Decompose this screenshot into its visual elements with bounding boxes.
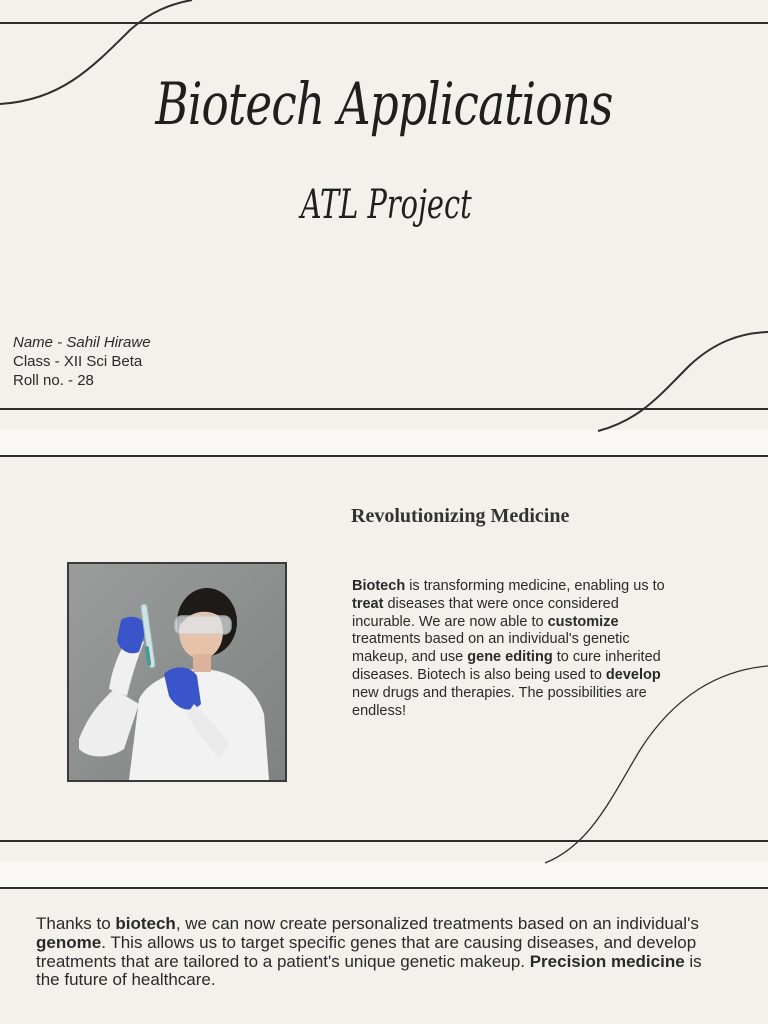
- emphasis-text: Biotech: [352, 578, 406, 594]
- section-heading: Revolutionizing Medicine: [351, 505, 570, 527]
- emphasis-text: gene editing: [467, 649, 553, 666]
- page-subtitle: ATL Project: [300, 182, 472, 228]
- student-class: Class - XII Sci Beta: [13, 353, 143, 370]
- body-text-run: , we can now create personalized treatments based on an individual's: [175, 914, 699, 933]
- emphasis-text: biotech: [115, 914, 176, 933]
- page-title: Biotech Applications: [155, 70, 613, 138]
- student-info: [13, 333, 151, 390]
- student-name: Name - Sahil Hirawe: [13, 334, 151, 351]
- body-text-run: treatments based on an individual's genetic makeup, and use: [352, 631, 630, 666]
- emphasis-text: customize: [547, 613, 619, 630]
- slide-separator: [0, 430, 768, 456]
- body-text-run: new drugs and therapies. The possibilities are endless!: [352, 684, 647, 719]
- body-text-run: diseases that were once considered incurable. We are now able to: [352, 595, 619, 630]
- body-text-run: to cure inherited diseases. Biotech is also being used to: [352, 649, 661, 683]
- scientist-photo: [67, 562, 287, 782]
- body-text-run: is the future of healthcare.: [36, 951, 702, 990]
- emphasis-text: Precision medicine: [529, 951, 685, 971]
- emphasis-text: treat: [352, 595, 384, 612]
- precision-medicine-text: [36, 915, 726, 990]
- emphasis-text: develop: [605, 666, 661, 683]
- slide-separator: [0, 862, 768, 888]
- student-roll: Roll no. - 28: [13, 372, 94, 389]
- section-body: [352, 578, 682, 720]
- slide1-right-curve: [598, 332, 768, 431]
- body-text-run: is transforming medicine, enabling us to: [405, 578, 665, 594]
- body-text-run: . This allows us to target specific genes that are causing diseases, and develop treatments that are tailored to a patient's unique genetic makeup.: [36, 932, 697, 971]
- emphasis-text: genome: [36, 932, 102, 952]
- body-text-run: Thanks to: [36, 914, 116, 933]
